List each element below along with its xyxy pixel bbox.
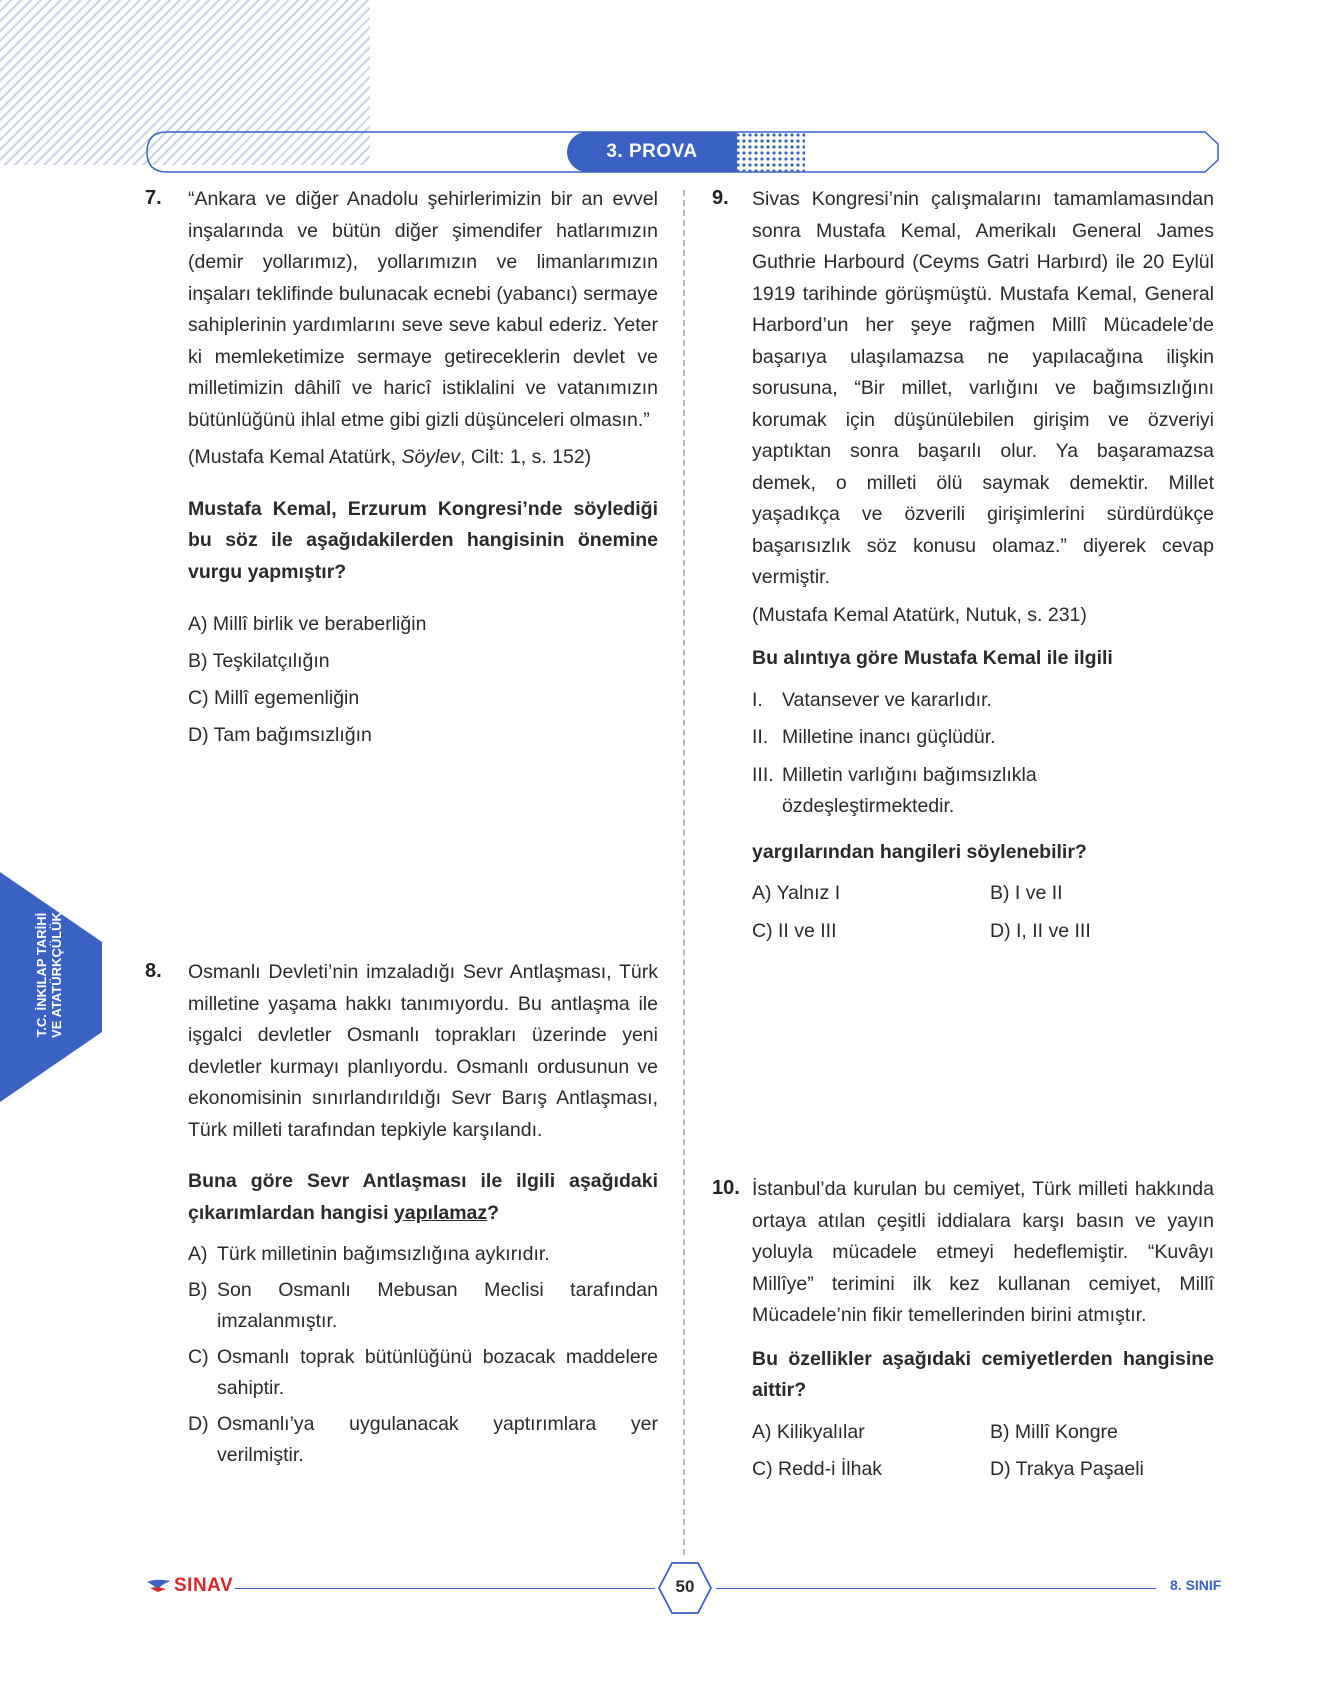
- footer-rule-left: [235, 1588, 655, 1589]
- question-7: [188, 184, 658, 754]
- page-number: 50: [675, 1577, 695, 1596]
- option-a[interactable]: A) Yalnız I: [752, 882, 841, 904]
- option-b[interactable]: B) Teşkilatçılığın: [188, 650, 330, 672]
- question-10: [752, 1174, 1214, 1486]
- option-c[interactable]: C) Redd-i İlhak: [752, 1458, 883, 1480]
- section-tab: 3. PROVA: [567, 132, 737, 172]
- option-a[interactable]: A) Türk milletinin bağımsızlığına aykırıdır.: [188, 1243, 550, 1265]
- statement-2: II. Milletine inancı güçlüdür.: [752, 726, 996, 748]
- question-text: İstanbul’da kurulan bu cemiyet, Türk milleti hakkında ortaya atılan çeşitli iddialara karşı basın ve yayın yoluyla mücadele etmeyi hedeflemiştir. “Kuvâyı Millîye” terimini ilk kez kullanan cemiyet, Millî Mücadele’nin fikir temellerinden birini atmıştır.: [752, 1178, 1214, 1326]
- option-d[interactable]: D) Osmanlı’ya uygulanacak yaptırımlara yer verilmiştir.: [188, 1412, 658, 1466]
- question-number: 8.: [145, 960, 162, 982]
- option-d[interactable]: D) Trakya Paşaeli: [990, 1458, 1144, 1480]
- publisher-logo: SINAV: [146, 1575, 233, 1597]
- column-divider: [683, 190, 685, 1555]
- question-text: Osmanlı Devleti’nin imzaladığı Sevr Antlaşması, Türk milletine yaşama hakkı tanımıyordu. Bu antlaşma ile işgalci devletler Osmanlı toprakları üzerinde yeni devletler kurmayı planlıyordu. Osmanlı ordusunun ve ekonomisinin sınırlandırıldığı Sevr Barış Antlaşması, Türk milleti tarafından tepkiyle karşılandı.: [188, 961, 658, 1141]
- option-b[interactable]: B) Millî Kongre: [990, 1420, 1118, 1443]
- option-d[interactable]: D) Tam bağımsızlığın: [188, 724, 372, 746]
- question-number: 9.: [712, 187, 729, 209]
- question-number: 10.: [712, 1177, 740, 1199]
- bird-icon: [146, 1578, 172, 1594]
- side-tab-label: T.C. İNKILAP TARİHİ VE ATATÜRKÇÜLÜK: [34, 912, 64, 1038]
- source-citation: (Mustafa Kemal Atatürk, Nutuk, s. 231): [752, 603, 1087, 626]
- option-a[interactable]: A) Millî birlik ve beraberliğin: [188, 613, 427, 635]
- option-d[interactable]: D) I, II ve III: [990, 919, 1091, 942]
- question-prompt: Mustafa Kemal, Erzurum Kongresi’nde söylediği bu söz ile aşağıdakilerden hangisinin önemine vurgu yapmıştır?: [188, 497, 658, 583]
- question-prompt-end: yargılarından hangileri söylenebilir?: [752, 840, 1087, 863]
- dot-pattern: [735, 132, 805, 172]
- footer-rule-right: [716, 1588, 1156, 1589]
- option-c[interactable]: C) II ve III: [752, 919, 837, 942]
- option-c[interactable]: C) Osmanlı toprak bütünlüğünü bozacak maddelere sahiptir.: [188, 1345, 658, 1399]
- question-prompt: Bu özellikler aşağıdaki cemiyetlerden hangisine aittir?: [752, 1347, 1214, 1401]
- question-8: [188, 957, 658, 1472]
- option-a[interactable]: A) Kilikyalılar: [752, 1420, 865, 1443]
- question-prompt: Buna göre Sevr Antlaşması ile ilgili aşağıdaki çıkarımlardan hangisi yapılamaz?: [188, 1170, 658, 1224]
- statement-1: I. Vatansever ve kararlıdır.: [752, 688, 992, 711]
- question-text: Sivas Kongresi’nin çalışmalarını tamamlamasından sonra Mustafa Kemal, Amerikalı General James Guthrie Harbourd (Ceyms Gatri Harbırd) ile 20 Eylül 1919 tarihinde görüşmüştü. Mustafa Kemal, General Harbord’un her şeye rağmen Millî Mücadele’de başarıya ulaşılamazsa ne yapılacağına ilişkin sorusuna, “Bir millet, varlığını ve bağımsızlığını korumak için düşünülebilen girişim ve özveriyi yaptıktan sonra başarılı olur. Ya başaramazsa demek, o milleti ölü saymak demektir. Millet yaşadıkça ve özverili girişimlerini sürdürdükçe başarısızlık söz konusu olamaz.” diyerek cevap vermiştir.: [752, 188, 1214, 588]
- grade-label: 8. SINIF: [1170, 1577, 1222, 1593]
- question-text: “Ankara ve diğer Anadolu şehirlerimizin bir an evvel inşalarında ve bütün diğer şimendifer hatlarımızın (demir yollarımız), yollarımızın ve limanlarımızın inşaları teklifinde bulunacak ecnebi (yabancı) sermaye sahiplerinin yardımlarını seve seve kabul ederiz. Yeter ki memleketimize sermaye getireceklerin devlet ve milletimizin dâhilî ve haricî istiklalini ve vatanımızın bütünlüğünü ihlal etme gibi gizli düşünceleri olmasın.”: [188, 188, 658, 431]
- source-citation: (Mustafa Kemal Atatürk, Söylev, Cilt: 1, s. 152): [188, 446, 592, 468]
- statement-3: III. Milletin varlığını bağımsızlıkla özdeşleştirmektedir.: [752, 763, 1037, 817]
- option-c[interactable]: C) Millî egemenliğin: [188, 687, 360, 709]
- question-prompt: Bu alıntıya göre Mustafa Kemal ile ilgili: [752, 647, 1113, 669]
- option-b[interactable]: B) Son Osmanlı Mebusan Meclisi tarafından imzalanmıştır.: [188, 1278, 658, 1332]
- question-9: [752, 184, 1214, 947]
- option-b[interactable]: B) I ve II: [990, 882, 1063, 904]
- question-number: 7.: [145, 187, 162, 209]
